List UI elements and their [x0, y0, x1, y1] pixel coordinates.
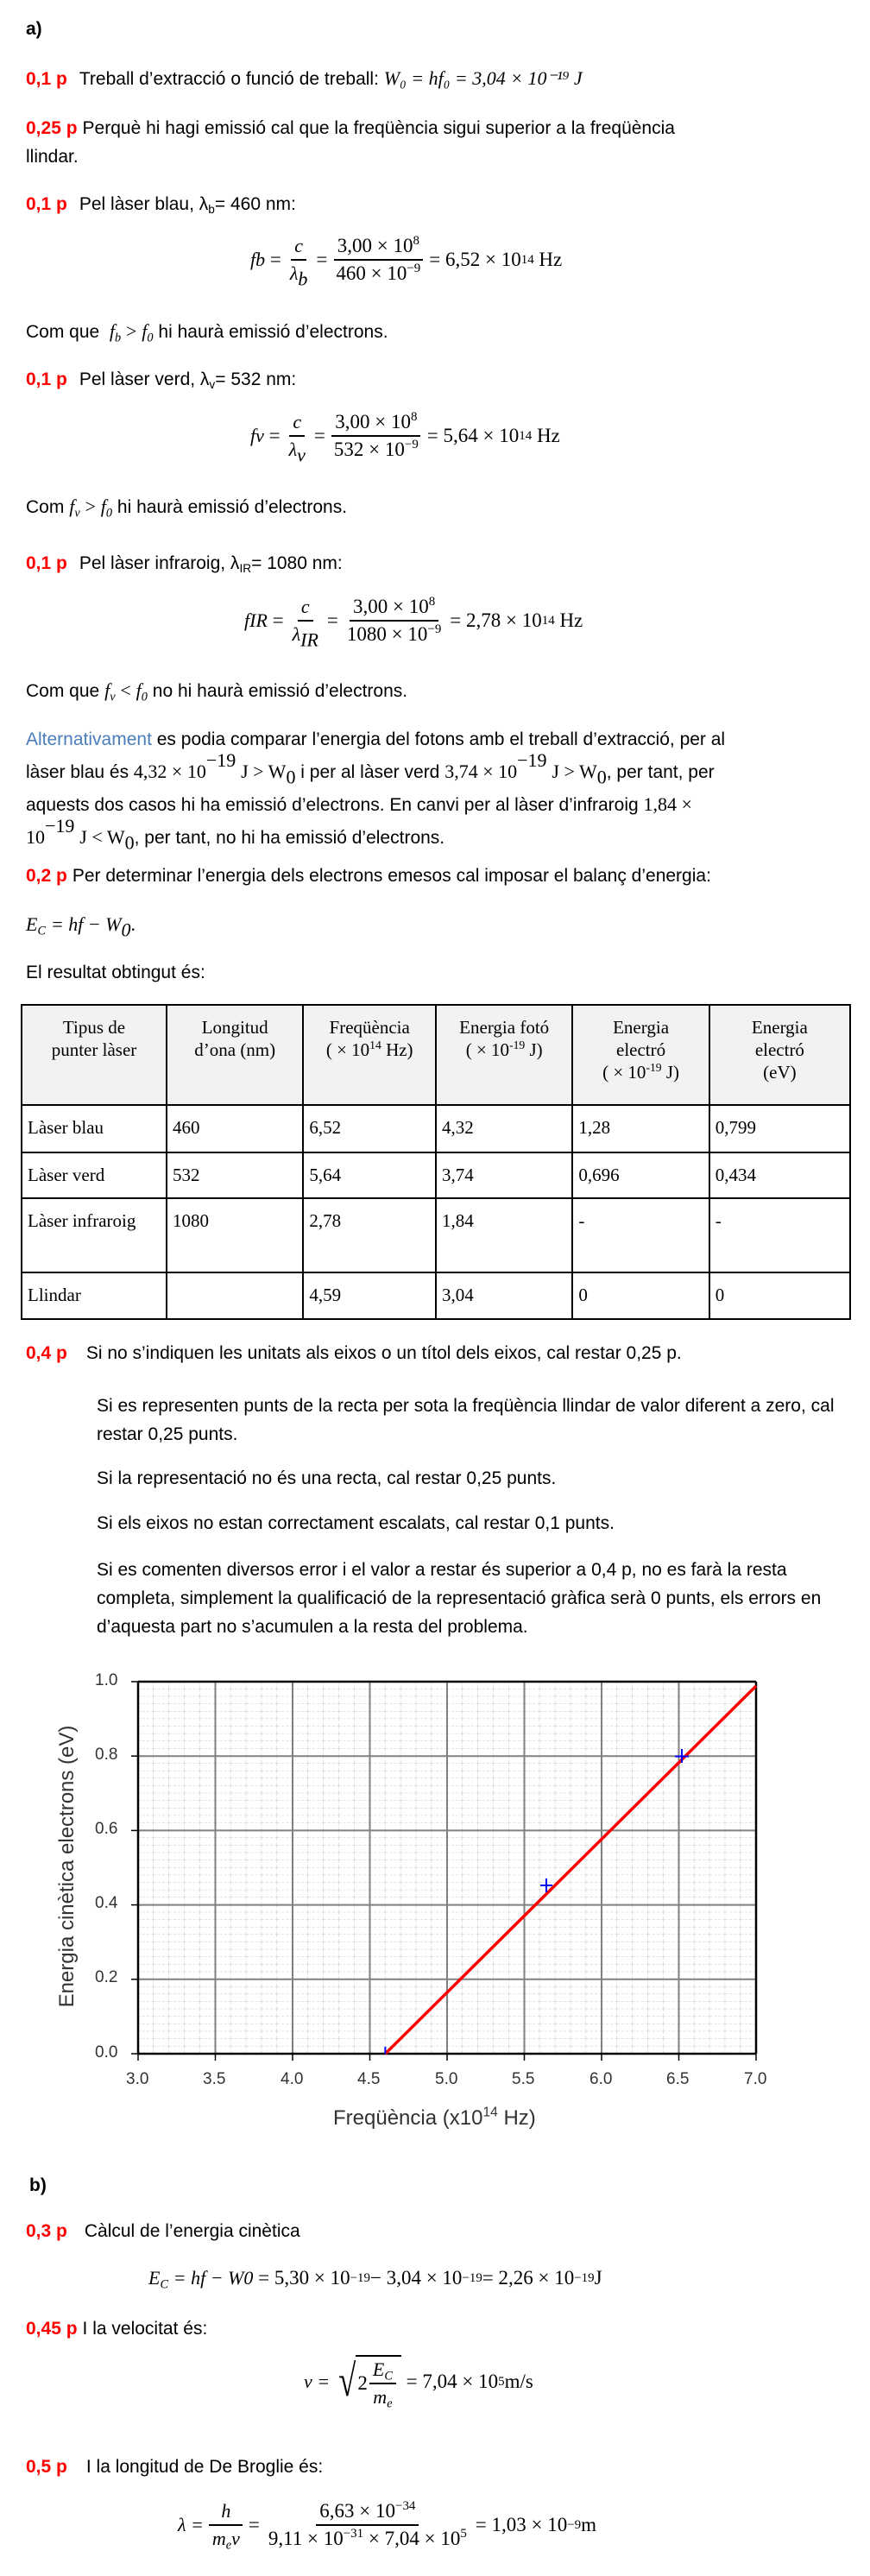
velocity-equation: v = √ 2 $\frac{E_C}{m_e}$ = 7,04 × 10 5 m/s [304, 2357, 533, 2411]
green-frequency-equation: f v = $\frac{c}{\lambda_v}$ = $\frac{3,00 \times 10^8}{532 \times 10^{-9}}$ = 5,64 × 10 14 Hz [250, 410, 560, 466]
y-tick: 1.0 [95, 1671, 118, 1689]
x-tick: 4.5 [357, 2070, 381, 2088]
header-electron-energy-j: Energia electró ( × $10^{-19}$ J) [572, 1005, 709, 1105]
blue-comparison: Com que $f_b > f_0$ hi haurà emissió d’electrons. [26, 320, 388, 345]
work-function-line: 0,1 p Treball d’extracció o funció de treball: W₀ = hf₀ = 3,04 × 10⁻¹⁹ J [26, 67, 583, 89]
y-tick: 0.0 [95, 2043, 118, 2061]
header-frequency: Freqüència ( × $10^{14}$ Hz) [303, 1005, 436, 1105]
alternatively-link[interactable]: Alternativament [26, 729, 152, 749]
x-tick: 5.5 [512, 2070, 535, 2088]
y-tick: 0.2 [95, 1968, 118, 1986]
x-tick: 4.0 [281, 2070, 304, 2088]
grading-rule: Si es representen punts de la recta per sota la freqüència llindar de valor diferent a zero, cal restar 0,25 punts. [97, 1396, 835, 1444]
ir-frequency-equation: f IR = $\frac{c}{\lambda_{IR}}$ = $\frac{3,00 \times 10^8}{1080 \times 10^{-9}}$ = 2,78 × 10 14 Hz [244, 595, 583, 651]
debroglie-equation: λ = $\frac{h}{m_ev}$ = $\frac{6,63 \times 10^{-34}}{9,11 \times 10^{-31} \times 7,04 \times 10^5}$ = 1,03 × 10 −9 m [178, 2499, 597, 2553]
points-badge: 0,1 p [26, 553, 67, 573]
result-intro: El resultat obtingut és: [26, 963, 205, 982]
x-tick: 7.0 [744, 2070, 767, 2088]
table-row: Làser infraroig 1080 2,78 1,84 - - [22, 1198, 850, 1272]
grading-rule: Si la representació no és una recta, cal restar 0,25 punts. [97, 1468, 557, 1488]
energy-balance-formula: $E_C$ = hf − $W_0$. [26, 913, 136, 941]
kinetic-energy-chart [0, 1666, 870, 2150]
alternative-paragraph: Alternativament es podia comparar l’energia del fotons amb el treball d’extracció, per al làser blau és $4,32 \times 10^{-19}$ $J > W_0$ i per al làser verd $3,74 \times 10^{-19}$ $J > W_0$, per tant, per aquests dos casos hi ha emissió d’electrons. En canvi per al làser d’infraroig 1,84 × $10^{-19}$ $J < W_0$, per tant, no hi ha emissió d’electrons. [26, 729, 726, 854]
x-axis-label: Freqüència ($x10^{14}$ Hz) [333, 2105, 536, 2130]
points-badge: 0,1 p [26, 194, 67, 214]
points-badge: 0,45 p [26, 2319, 78, 2339]
kinetic-energy-heading: 0,3 p Càlcul de l’energia cinètica [26, 2221, 300, 2241]
blue-laser-heading: 0,1 p Pel làser blau, $\lambda_b= 460$ nm: [26, 194, 296, 217]
points-badge: 0,5 p [26, 2457, 67, 2477]
points-badge: 0,1 p [26, 69, 67, 89]
results-table [21, 1004, 851, 1320]
y-axis-label: Energia cinètica electrons (eV) [55, 1725, 79, 2008]
work-function-formula: W₀ = hf₀ = 3,04 × 10⁻¹⁹ J [383, 67, 583, 89]
blue-frequency-equation: f b = $\frac{c}{\lambda_b}$ = $\frac{3,00 \times 10^8}{460 \times 10^{-9}}$ = 6,52 × 10 14 Hz [250, 234, 563, 290]
points-badge: 0,4 p [26, 1343, 67, 1363]
grading-rule: Si es comenten diversos error i el valor a restar és superior a 0,4 p, no es farà la resta completa, simplement la qualificació de la representació gràfica serà 0 punts, els errors en d’aquesta part no s’acumulen a la resta del problema. [97, 1560, 822, 1637]
part-a-label: a) [26, 19, 42, 39]
velocity-heading: 0,45 p I la velocitat és: [26, 2319, 208, 2339]
x-tick: 3.0 [126, 2070, 149, 2088]
threshold-condition: 0,25 p Perquè hi hagi emissió cal que la freqüència sigui superior a la freqüència llindar. [26, 118, 675, 167]
y-tick: 0.6 [95, 1820, 118, 1838]
table-header-row [22, 1005, 850, 1105]
table-row: Làser verd 532 5,64 3,74 0,696 0,434 [22, 1152, 850, 1198]
green-comparison: Com $f_v > f_0$ hi haurà emissió d’electrons. [26, 496, 348, 521]
table-row: Làser blau 460 6,52 4,32 1,28 0,799 [22, 1105, 850, 1152]
kinetic-energy-equation: $E_C$ = hf − W 0 = 5,30 × 10 −19 − 3,04 × 10 −19 = 2,26 × 10 −19 J [148, 2267, 602, 2292]
y-tick: 0.8 [95, 1746, 118, 1764]
table-row: Llindar 4,59 3,04 0 0 [22, 1272, 850, 1319]
green-laser-heading: 0,1 p Pel làser verd, $\lambda_v= 532$ nm: [26, 369, 297, 392]
ir-laser-heading: 0,1 p Pel làser infraroig, $\lambda_{IR}= 1080$ nm: [26, 553, 343, 576]
part-b-label: b) [29, 2175, 47, 2195]
debroglie-heading: 0,5 p I la longitud de De Broglie és: [26, 2457, 324, 2477]
header-laser-type: Tipus de punter làser [22, 1005, 167, 1105]
points-badge: 0,2 p [26, 866, 67, 886]
points-badge: 0,3 p [26, 2221, 67, 2241]
points-badge: 0,1 p [26, 369, 67, 389]
energy-balance-line: 0,2 p Per determinar l’energia dels electrons emesos cal imposar el balanç d’energia: [26, 866, 711, 886]
header-photon-energy: Energia fotó ( × $10^{-19}$ J) [436, 1005, 572, 1105]
grading-first-rule: 0,4 p Si no s’indiquen les unitats als eixos o un títol dels eixos, cal restar 0,25 p. [26, 1343, 682, 1363]
points-badge: 0,25 p [26, 118, 78, 138]
ir-comparison: Com que $f_v < f_0$ no hi haurà emissió d’electrons. [26, 679, 408, 704]
x-tick: 3.5 [203, 2070, 226, 2088]
x-tick: 5.0 [435, 2070, 458, 2088]
x-tick: 6.0 [589, 2070, 613, 2088]
grading-rule: Si els eixos no estan correctament escalats, cal restar 0,1 punts. [97, 1513, 615, 1533]
y-tick: 0.4 [95, 1894, 118, 1912]
header-wavelength: Longitud d’ona (nm) [167, 1005, 303, 1105]
header-electron-energy-ev: Energia electró (eV) [709, 1005, 850, 1105]
x-tick: 6.5 [666, 2070, 690, 2088]
